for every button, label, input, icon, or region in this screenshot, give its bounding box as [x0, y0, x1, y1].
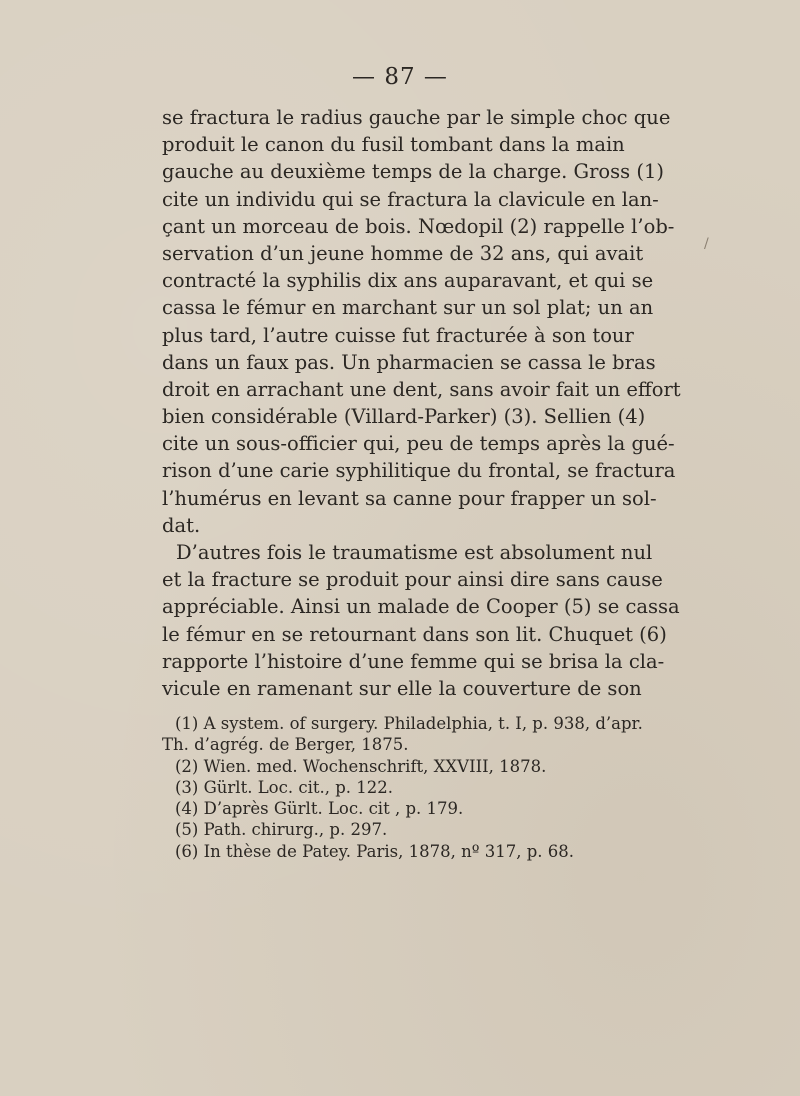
footnote: (5) Path. chirurg., p. 297. [175, 820, 388, 840]
body-line: dat. [162, 513, 201, 537]
footnote: (1) A system. of surgery. Philadelphia, t. I, p. 938, d’apr. [175, 714, 643, 733]
body-line: plus tard, l’autre cuisse fut fracturée à son tour [162, 323, 634, 347]
body-line: vicule en ramenant sur elle la couverture de son [162, 676, 642, 700]
body-line: gauche au deuxième temps de la charge. Gross (1) [162, 160, 665, 184]
body-line: produit le canon du fusil tombant dans la main [162, 133, 625, 157]
body-line: droit en arrachant une dent, sans avoir fait un effort [162, 377, 681, 401]
page-number: — 87 — [352, 64, 448, 90]
body-line: le fémur en se retournant dans son lit. Chuquet (6) [162, 622, 667, 646]
body-line: rapporte l’histoire d’une femme qui se brisa la cla- [162, 649, 665, 673]
body-line: servation d’un jeune homme de 32 ans, qui avait [162, 241, 644, 265]
body-line: appréciable. Ainsi un malade de Cooper (5) se cassa [162, 595, 680, 619]
footnote: (6) In thèse de Patey. Paris, 1878, nº 317, p. 68. [175, 841, 574, 861]
body-line: cassa le fémur en marchant sur un sol plat; un an [162, 296, 654, 320]
body-line: cite un sous-officier qui, peu de temps après la gué- [162, 432, 675, 456]
body-line: cite un individu qui se fractura la clavicule en lan- [162, 187, 659, 211]
body-text [162, 104, 681, 702]
body-line: se fractura le radius gauche par le simple choc que [162, 106, 671, 129]
footnote: Th. d’agrég. de Berger, 1875. [162, 735, 409, 755]
margin-mark: / [704, 236, 709, 252]
body-line: çant un morceau de bois. Nœdopil (2) rappelle l’ob- [162, 214, 675, 238]
body-line: D’autres fois le traumatisme est absolument nul [176, 541, 653, 564]
body-line: l’humérus en levant sa canne pour frapper un sol- [162, 486, 657, 510]
body-line: rison d’une carie syphilitique du frontal, se fractura [162, 459, 676, 483]
footnote: (3) Gürlt. Loc. cit., p. 122. [175, 777, 394, 797]
footnotes [162, 713, 643, 862]
body-line: contracté la syphilis dix ans auparavant, et qui se [162, 269, 654, 293]
footnote: (2) Wien. med. Wochenschrift, XXVIII, 1878. [175, 756, 547, 776]
body-line: bien considérable (Villard-Parker) (3). Sellien (4) [162, 405, 646, 429]
body-line: dans un faux pas. Un pharmacien se cassa le bras [162, 350, 656, 374]
footnote: (4) D’après Gürlt. Loc. cit , p. 179. [175, 799, 464, 819]
body-line: et la fracture se produit pour ainsi dire sans cause [162, 568, 663, 592]
